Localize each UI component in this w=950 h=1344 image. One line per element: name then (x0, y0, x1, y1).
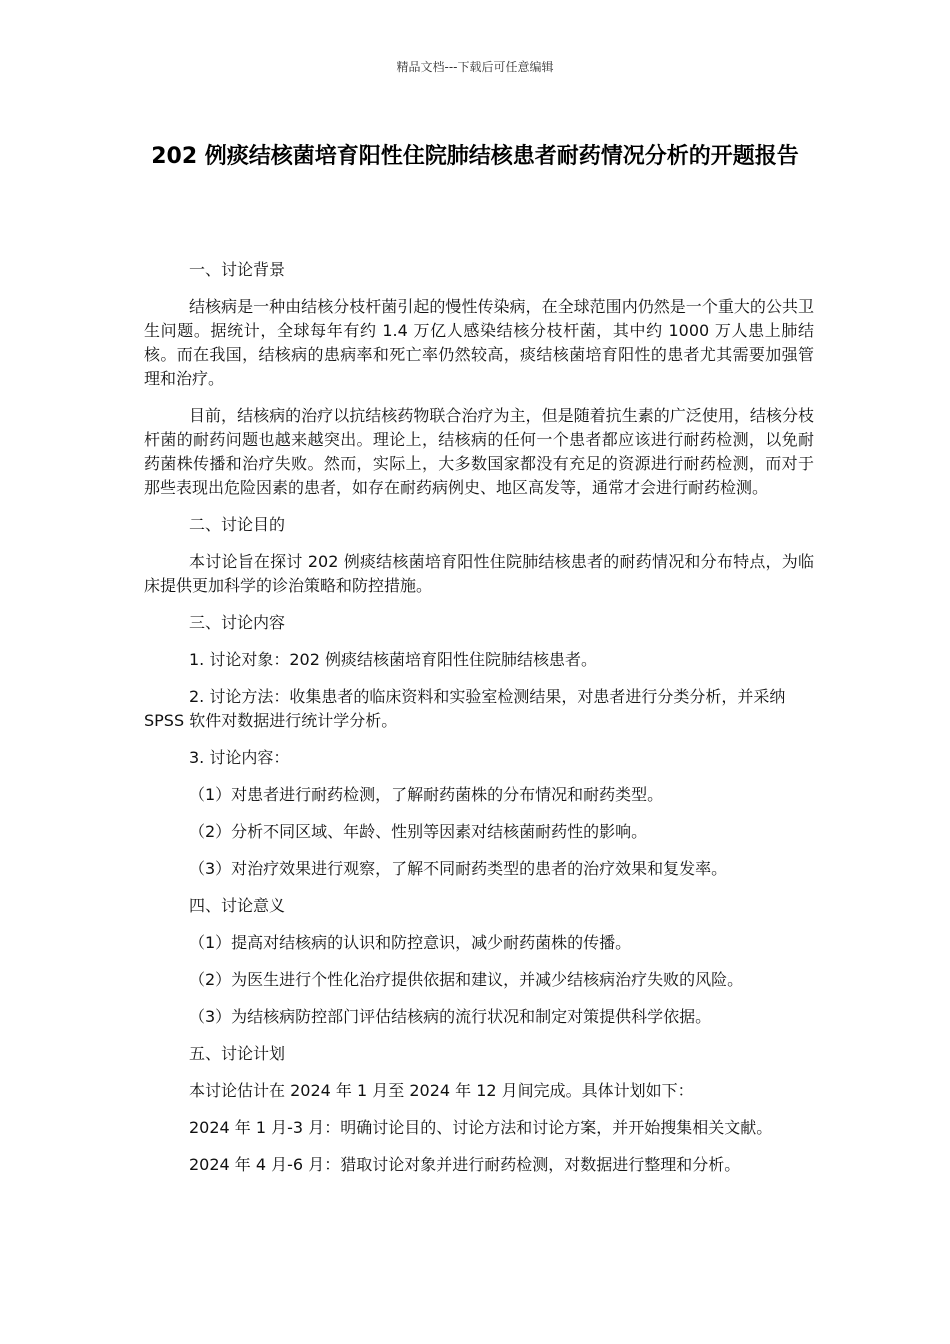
section-heading-purpose: 二、讨论目的 (189, 515, 286, 534)
plan-item-1: 本讨论估计在 2024 年 1 月至 2024 年 12 月间完成。具体计划如下： (189, 1081, 694, 1100)
background-paragraph-2: 目前，结核病的治疗以抗结核药物联合治疗为主，但是随着抗生素的广泛使用，结核分枝杆菌的耐药问题也越来越突出。理论上，结核病的任何一个患者都应该进行耐药检测，以免耐药菌株传播和治疗失败。然而，实际上，大多数国家都没有充足的资源进行耐药检测，而对于那些表现出危险因素的患者，如存在耐药病例史、地区高发等，通常才会进行耐药检测。 (144, 406, 814, 497)
significance-item-3: （3）为结核病防控部门评估结核病的流行状况和制定对策提供科学依据。 (189, 1007, 712, 1026)
content-sub-item-2: （2）分析不同区域、年龄、性别等因素对结核菌耐药性的影响。 (189, 822, 648, 841)
document-body (144, 258, 814, 1190)
section-heading-plan: 五、讨论计划 (189, 1044, 286, 1063)
purpose-paragraph: 本讨论旨在探讨 202 例痰结核菌培育阳性住院肺结核患者的耐药情况和分布特点，为临床提供更加科学的诊治策略和防控措施。 (144, 552, 814, 595)
plan-item-3: 2024 年 4 月-6 月：猎取讨论对象并进行耐药检测，对数据进行整理和分析。 (189, 1155, 741, 1174)
content-item-3: 3. 讨论内容： (189, 748, 290, 767)
significance-item-1: （1）提高对结核病的认识和防控意识，减少耐药菌株的传播。 (189, 933, 632, 952)
content-item-2: 2. 讨论方法：收集患者的临床资料和实验室检测结果，对患者进行分类分析，并采纳 SPSS 软件对数据进行统计学分析。 (144, 687, 786, 730)
content-sub-item-1: （1）对患者进行耐药检测，了解耐药菌株的分布情况和耐药类型。 (189, 785, 664, 804)
plan-item-2: 2024 年 1 月-3 月：明确讨论目的、讨论方法和讨论方案，并开始搜集相关文献。 (189, 1118, 773, 1137)
section-heading-background: 一、讨论背景 (189, 260, 286, 279)
content-sub-item-3: （3）对治疗效果进行观察，了解不同耐药类型的患者的治疗效果和复发率。 (189, 859, 728, 878)
section-heading-significance: 四、讨论意义 (189, 896, 286, 915)
background-paragraph-1: 结核病是一种由结核分枝杆菌引起的慢性传染病，在全球范围内仍然是一个重大的公共卫生问题。据统计，全球每年有约 1.4 万亿人感染结核分枝杆菌，其中约 1000 万人患上肺结核。而在我国，结核病的患病率和死亡率仍然较高，痰结核菌培育阳性的患者尤其需要加强管理和治疗。 (144, 297, 814, 388)
significance-item-2: （2）为医生进行个性化治疗提供依据和建议，并减少结核病治疗失败的风险。 (189, 970, 744, 989)
content-item-1: 1. 讨论对象：202 例痰结核菌培育阳性住院肺结核患者。 (189, 650, 597, 669)
document-title: 202 例痰结核菌培育阳性住院肺结核患者耐药情况分析的开题报告 (151, 144, 799, 169)
section-heading-content: 三、讨论内容 (189, 613, 286, 632)
header-note: 精品文档---下载后可任意编辑 (396, 60, 554, 74)
